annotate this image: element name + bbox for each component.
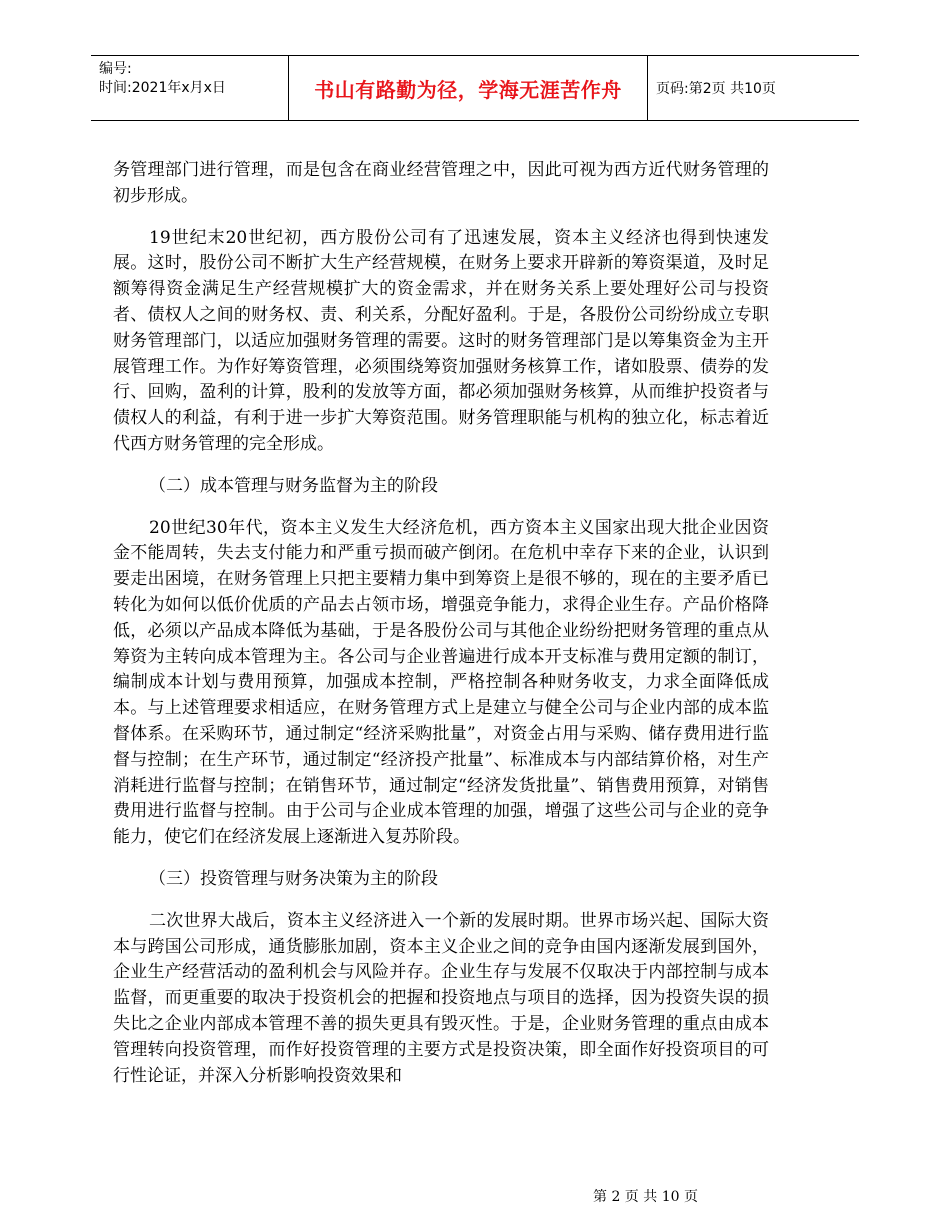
page-header (91, 55, 859, 121)
paragraph-postwar: 二次世界大战后，资本主义经济进入一个新的发展时期。世界市场兴起、国际大资本与跨国公司形成，通货膨胀加剧，资本主义企业之间的竞争由国内逐渐发展到国外，企业生产经营活动的盈利机会与风险并存。企业生存与发展不仅取决于内部控制与成本监督，而更重要的取决于投资机会的把握和投资地点与项目的选择，因为投资失误的损失比之企业内部成本管理不善的损失更具有毁灭性。于是，企业财务管理的重点由成本管理转向投资管理，而作好投资管理的主要方式是投资决策，即全面作好投资项目的可行性论证，并深入分析影响投资效果和 (113, 910, 769, 1086)
header-page-info: 页码:第2页 共10页 (656, 81, 776, 97)
section-heading-cost-management: （二）成本管理与财务监督为主的阶段 (149, 475, 438, 496)
header-meta (91, 56, 288, 120)
header-motto: 书山有路勤为径，学海无涯苦作舟 (314, 77, 622, 102)
header-motto-cell (288, 56, 648, 120)
document-number-label: 编号: (99, 61, 132, 77)
paragraph-continued: 务管理部门进行管理，而是包含在商业经营管理之中，因此可视为西方近代财务管理的初步形成。 (113, 160, 769, 206)
section-heading-investment-management: （三）投资管理与财务决策为主的阶段 (149, 868, 438, 889)
paragraph-19th-century: 19世纪末20世纪初，西方股份公司有了迅速发展，资本主义经济也得到快速发展。这时，股份公司不断扩大生产经营规模，在财务上要求开辟新的筹资渠道，及时足额筹得资金满足生产经营规模扩大的资金需求，并在财务关系上要处理好公司与投资者、债权人之间的财务权、责、利关系，分配好盈利。于是，各股份公司纷纷成立专职财务管理部门，以适应加强财务管理的需要。这时的财务管理部门是以筹集资金为主开展管理工作。为作好筹资管理，必须围绕筹资加强财务核算工作，诸如股票、债券的发行、回购，盈利的计算，股利的发放等方面，都必须加强财务核算，从而维护投资者与债权人的利益，有利于进一步扩大筹资范围。财务管理职能与机构的独立化，标志着近代西方财务管理的完全形成。 (113, 227, 769, 454)
page-footer: 第 2 页 共 10 页 (593, 1189, 698, 1205)
paragraph-1930s: 20世纪30年代，资本主义发生大经济危机，西方资本主义国家出现大批企业因资金不能周转，失去支付能力和严重亏损而破产倒闭。在危机中幸存下来的企业，认识到要走出困境，在财务管理上只把主要精力集中到筹资上是很不够的，现在的主要矛盾已转化为如何以低价优质的产品去占领市场，增强竞争能力，求得企业生存。产品价格降低，必须以产品成本降低为基础，于是各股份公司与其他企业纷纷把财务管理的重点从筹资为主转向成本管理为主。各公司与企业普遍进行成本开支标准与费用定额的制订，编制成本计划与费用预算，加强成本控制，严格控制各种财务收支，力求全面降低成本。与上述管理要求相适应，在财务管理方式上是建立与健全公司与企业内部的成本监督体系。在采购环节，通过制定“经济采购批量”，对资金占用与采购、储存费用进行监督与控制；在生产环节，通过制定“经济投产批量”、标准成本与内部结算价格，对生产消耗进行监督与控制；在销售环节，通过制定“经济发货批量”、销售费用预算，对销售费用进行监督与控制。由于公司与企业成本管理的加强，增强了这些公司与企业的竞争能力，使它们在经济发展上逐渐进入复苏阶段。 (113, 517, 769, 848)
header-page-info-cell (648, 56, 859, 120)
document-body (113, 158, 769, 1089)
document-time-label: 时间:2021年x月x日 (99, 80, 226, 96)
